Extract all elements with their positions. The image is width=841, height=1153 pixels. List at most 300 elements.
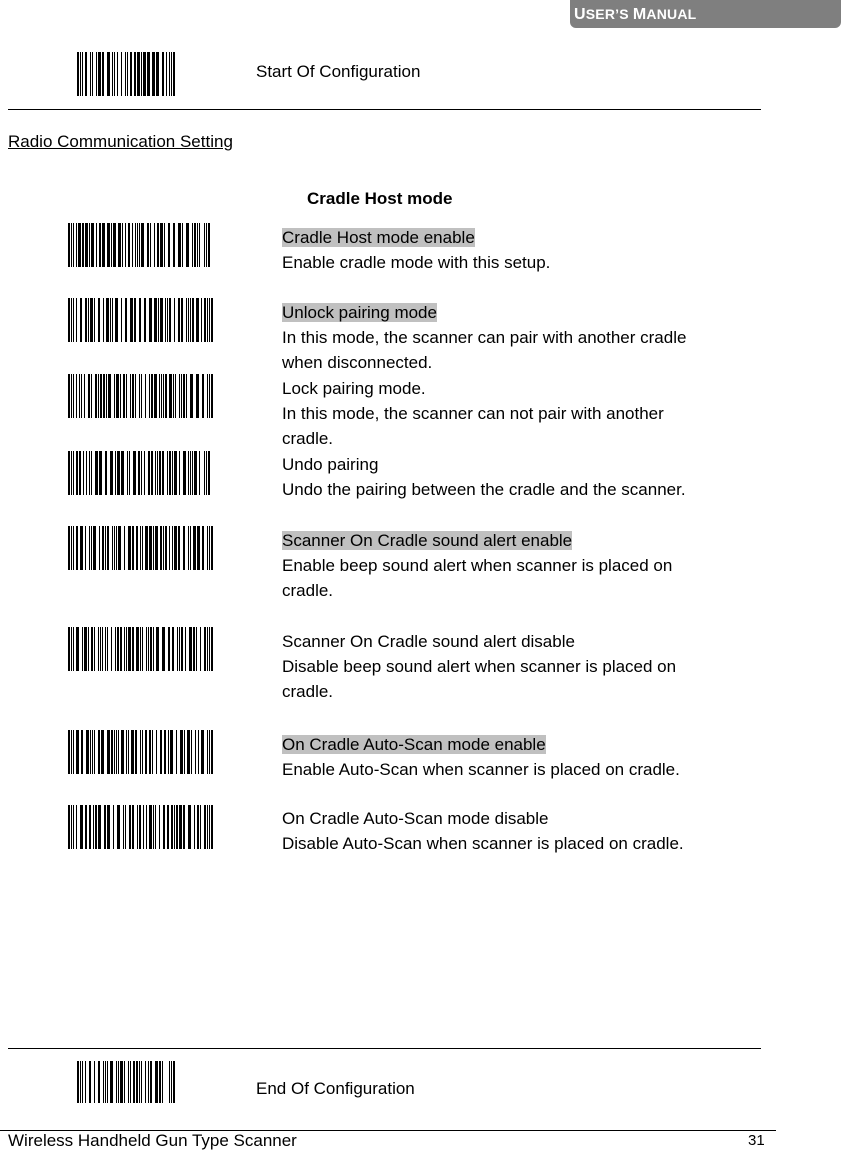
barcode-bar bbox=[139, 223, 140, 267]
barcode-bar bbox=[181, 627, 183, 671]
entry-title: Scanner On Cradle sound alert disable bbox=[282, 632, 575, 651]
barcode-bar bbox=[163, 526, 164, 570]
barcode-bar bbox=[141, 223, 144, 267]
barcode-bar bbox=[81, 730, 83, 774]
entry-desc: Undo the pairing between the cradle and the scanner. bbox=[282, 480, 686, 499]
barcode-bar bbox=[174, 805, 175, 849]
barcode-bar bbox=[130, 298, 133, 342]
barcode-bar bbox=[202, 374, 204, 418]
barcode-bar bbox=[204, 451, 205, 495]
barcode-bar bbox=[162, 627, 165, 671]
entry-desc: Disable beep sound alert when scanner is placed on bbox=[282, 657, 677, 676]
barcode-bar bbox=[176, 805, 178, 849]
barcode-bar bbox=[108, 374, 111, 418]
barcode-bar bbox=[140, 627, 141, 671]
barcode-bar bbox=[161, 374, 162, 418]
barcode-bar bbox=[107, 223, 110, 267]
barcode-bar bbox=[111, 627, 112, 671]
barcode-bar bbox=[80, 1061, 81, 1103]
barcode-bar bbox=[117, 805, 120, 849]
barcode-bar bbox=[155, 1061, 158, 1103]
barcode-bar bbox=[156, 627, 159, 671]
barcode-bar bbox=[98, 52, 101, 96]
barcode-bar bbox=[196, 298, 199, 342]
barcode-bar bbox=[188, 805, 191, 849]
barcode-bar bbox=[94, 298, 95, 342]
barcode-bar bbox=[126, 374, 127, 418]
barcode-bar bbox=[211, 805, 213, 849]
barcode-bar bbox=[143, 52, 146, 96]
entry-desc: cradle. bbox=[282, 429, 334, 448]
barcode-bar bbox=[76, 298, 77, 342]
barcode-bar bbox=[130, 52, 132, 96]
barcode-bar bbox=[90, 730, 91, 774]
entry-title: Undo pairing bbox=[282, 455, 379, 474]
entry-sound-alert-enable bbox=[282, 528, 672, 603]
barcode-bar bbox=[71, 298, 72, 342]
barcode-bar bbox=[179, 374, 180, 418]
barcode-bar bbox=[148, 1061, 149, 1103]
barcode-bar bbox=[80, 805, 83, 849]
barcode-bar bbox=[103, 374, 105, 418]
barcode-bar bbox=[155, 451, 156, 495]
barcode-bar bbox=[114, 526, 115, 570]
barcode-bar bbox=[111, 223, 112, 267]
barcode-lock-pairing[interactable] bbox=[68, 374, 213, 418]
entry-unlock-pairing bbox=[282, 300, 686, 375]
barcode-bar bbox=[150, 627, 152, 671]
barcode-bar bbox=[209, 526, 210, 570]
barcode-bar bbox=[117, 451, 120, 495]
barcode-bar bbox=[209, 374, 210, 418]
barcode-bar bbox=[194, 223, 196, 267]
barcode-bar bbox=[121, 730, 124, 774]
barcode-bar bbox=[140, 730, 141, 774]
barcode-bar bbox=[93, 805, 94, 849]
barcode-bar bbox=[174, 526, 177, 570]
barcode-bar bbox=[98, 805, 101, 849]
barcode-bar bbox=[173, 52, 175, 96]
entry-desc: Enable Auto-Scan when scanner is placed on cradle. bbox=[282, 760, 680, 779]
barcode-bar bbox=[139, 374, 140, 418]
barcode-bar bbox=[128, 730, 129, 774]
barcode-bar bbox=[89, 526, 90, 570]
barcode-bar bbox=[116, 526, 117, 570]
barcode-bar bbox=[207, 627, 208, 671]
barcode-bar bbox=[128, 627, 131, 671]
barcode-bar bbox=[200, 805, 201, 849]
barcode-bar bbox=[172, 526, 173, 570]
entry-autoscan-disable bbox=[282, 806, 684, 856]
footer-product-name: Wireless Handheld Gun Type Scanner bbox=[8, 1131, 297, 1150]
barcode-bar bbox=[199, 451, 200, 495]
barcode-bar bbox=[105, 526, 106, 570]
barcode-bar bbox=[149, 374, 150, 418]
barcode-bar bbox=[155, 526, 158, 570]
barcode-bar bbox=[89, 223, 90, 267]
barcode-bar bbox=[171, 52, 172, 96]
entry-desc: Disable Auto-Scan when scanner is placed on cradle. bbox=[282, 834, 684, 853]
barcode-bar bbox=[145, 730, 147, 774]
barcode-bar bbox=[117, 52, 118, 96]
barcode-bar bbox=[77, 52, 79, 96]
barcode-bar bbox=[154, 223, 155, 267]
barcode-bar bbox=[85, 298, 87, 342]
barcode-bar bbox=[115, 298, 118, 342]
barcode-bar bbox=[149, 730, 151, 774]
barcode-bar bbox=[150, 223, 151, 267]
barcode-bar bbox=[114, 730, 115, 774]
barcode-bar bbox=[83, 451, 84, 495]
barcode-undo-pairing[interactable] bbox=[68, 451, 210, 495]
barcode-bar bbox=[132, 374, 134, 418]
entry-desc: when disconnected. bbox=[282, 353, 433, 372]
barcode-bar bbox=[168, 223, 170, 267]
barcode-bar bbox=[130, 1061, 131, 1103]
barcode-bar bbox=[68, 526, 70, 570]
barcode-bar bbox=[211, 298, 213, 342]
barcode-bar bbox=[188, 451, 189, 495]
barcode-bar bbox=[129, 451, 130, 495]
barcode-bar bbox=[169, 451, 171, 495]
barcode-bar bbox=[105, 1061, 106, 1103]
barcode-bar bbox=[158, 298, 159, 342]
barcode-bar bbox=[152, 52, 155, 96]
barcode-bar bbox=[81, 374, 82, 418]
barcode-bar bbox=[132, 805, 134, 849]
barcode-bar bbox=[144, 298, 146, 342]
barcode-bar bbox=[169, 52, 170, 96]
barcode-bar bbox=[164, 223, 165, 267]
barcode-bar bbox=[84, 374, 85, 418]
barcode-bar bbox=[179, 805, 182, 849]
barcode-bar bbox=[186, 223, 189, 267]
tab-initial-u: U bbox=[574, 6, 586, 23]
barcode-bar bbox=[147, 52, 150, 96]
barcode-bar bbox=[73, 223, 74, 267]
barcode-bar bbox=[99, 223, 101, 267]
barcode-bar bbox=[178, 526, 180, 570]
barcode-unlock-pairing[interactable] bbox=[68, 298, 213, 342]
barcode-bar bbox=[68, 223, 70, 267]
barcode-bar bbox=[139, 298, 141, 342]
section-title: Radio Communication Setting bbox=[8, 132, 233, 151]
barcode-bar bbox=[98, 374, 99, 418]
barcode-bar bbox=[73, 526, 74, 570]
barcode-bar bbox=[117, 627, 119, 671]
entry-title: Scanner On Cradle sound alert enable bbox=[282, 531, 573, 550]
barcode-bar bbox=[132, 223, 133, 267]
barcode-bar bbox=[149, 298, 152, 342]
barcode-bar bbox=[165, 374, 167, 418]
barcode-bar bbox=[135, 730, 137, 774]
barcode-bar bbox=[82, 52, 83, 96]
barcode-bar bbox=[145, 374, 146, 418]
barcode-bar bbox=[116, 730, 117, 774]
barcode-bar bbox=[105, 451, 107, 495]
barcode-bar bbox=[211, 526, 213, 570]
barcode-bar bbox=[194, 451, 197, 495]
barcode-bar bbox=[98, 730, 100, 774]
barcode-bar bbox=[159, 805, 160, 849]
barcode-bar bbox=[68, 627, 70, 671]
barcode-bar bbox=[145, 526, 148, 570]
barcode-bar bbox=[209, 730, 210, 774]
barcode-bar bbox=[176, 730, 177, 774]
barcode-bar bbox=[207, 805, 208, 849]
barcode-bar bbox=[143, 805, 144, 849]
barcode-bar bbox=[173, 1061, 175, 1103]
barcode-bar bbox=[137, 223, 138, 267]
barcode-bar bbox=[207, 730, 208, 774]
barcode-bar bbox=[136, 627, 139, 671]
barcode-bar bbox=[113, 805, 114, 849]
entry-desc: cradle. bbox=[282, 581, 334, 600]
entry-title: Lock pairing mode. bbox=[282, 379, 426, 398]
barcode-bar bbox=[122, 223, 123, 267]
barcode-bar bbox=[164, 730, 166, 774]
barcode-bar bbox=[156, 52, 159, 96]
barcode-bar bbox=[181, 298, 183, 342]
barcode-bar bbox=[184, 730, 185, 774]
barcode-bar bbox=[106, 298, 109, 342]
barcode-bar bbox=[68, 451, 70, 495]
barcode-bar bbox=[125, 298, 127, 342]
barcode-autoscan-enable[interactable] bbox=[68, 730, 213, 774]
barcode-bar bbox=[178, 223, 181, 267]
barcode-bar bbox=[98, 298, 100, 342]
barcode-bar bbox=[141, 52, 142, 96]
barcode-bar bbox=[141, 1061, 142, 1103]
barcode-bar bbox=[110, 1061, 113, 1103]
barcode-bar bbox=[128, 526, 131, 570]
barcode-bar bbox=[132, 627, 134, 671]
barcode-bar bbox=[168, 730, 169, 774]
barcode-bar bbox=[73, 730, 74, 774]
barcode-bar bbox=[128, 223, 130, 267]
barcode-bar bbox=[107, 1061, 108, 1103]
barcode-bar bbox=[82, 1061, 83, 1103]
barcode-bar bbox=[73, 451, 74, 495]
barcode-bar bbox=[162, 1061, 163, 1103]
barcode-bar bbox=[209, 805, 210, 849]
entry-desc: Enable beep sound alert when scanner is placed on bbox=[282, 556, 673, 575]
barcode-bar bbox=[186, 298, 187, 342]
barcode-bar bbox=[102, 223, 105, 267]
barcode-bar bbox=[154, 298, 157, 342]
barcode-bar bbox=[110, 298, 111, 342]
barcode-bar bbox=[126, 627, 127, 671]
barcode-bar bbox=[190, 374, 193, 418]
barcode-bar bbox=[73, 805, 74, 849]
barcode-bar bbox=[180, 730, 183, 774]
entry-lock-pairing bbox=[282, 376, 664, 451]
barcode-bar bbox=[96, 52, 97, 96]
barcode-bar bbox=[118, 526, 121, 570]
barcode-bar bbox=[132, 526, 134, 570]
barcode-bar bbox=[91, 451, 92, 495]
barcode-bar bbox=[193, 627, 195, 671]
barcode-bar bbox=[121, 298, 122, 342]
barcode-bar bbox=[73, 374, 74, 418]
barcode-bar bbox=[126, 730, 127, 774]
barcode-bar bbox=[200, 627, 201, 671]
barcode-bar bbox=[181, 374, 182, 418]
barcode-bar bbox=[99, 451, 102, 495]
barcode-bar bbox=[123, 805, 124, 849]
barcode-bar bbox=[153, 526, 154, 570]
barcode-bar bbox=[134, 52, 136, 96]
barcode-bar bbox=[204, 627, 206, 671]
barcode-bar bbox=[107, 52, 110, 96]
barcode-bar bbox=[76, 730, 79, 774]
barcode-bar bbox=[141, 451, 142, 495]
barcode-bar bbox=[154, 374, 157, 418]
barcode-bar bbox=[162, 451, 164, 495]
barcode-bar bbox=[91, 526, 92, 570]
barcode-bar bbox=[142, 627, 143, 671]
barcode-bar bbox=[111, 730, 113, 774]
barcode-bar bbox=[188, 298, 189, 342]
barcode-sound-alert-disable[interactable] bbox=[68, 627, 213, 671]
barcode-bar bbox=[92, 52, 93, 96]
barcode-bar bbox=[192, 298, 194, 342]
barcode-bar bbox=[138, 451, 140, 495]
barcode-bar bbox=[207, 298, 208, 342]
entry-desc: In this mode, the scanner can not pair with another bbox=[282, 404, 664, 423]
barcode-bar bbox=[168, 627, 170, 671]
barcode-bar bbox=[141, 374, 142, 418]
barcode-bar bbox=[124, 526, 125, 570]
barcode-bar bbox=[116, 374, 119, 418]
barcode-bar bbox=[167, 805, 169, 849]
barcode-bar bbox=[207, 374, 208, 418]
barcode-bar bbox=[211, 374, 213, 418]
barcode-bar bbox=[76, 451, 78, 495]
barcode-bar bbox=[136, 1061, 138, 1103]
barcode-bar bbox=[192, 223, 193, 267]
barcode-bar bbox=[118, 1061, 119, 1103]
end-config-barcode[interactable] bbox=[77, 1061, 175, 1103]
barcode-sound-alert-enable[interactable] bbox=[68, 526, 213, 570]
barcode-bar bbox=[129, 805, 131, 849]
barcode-bar bbox=[128, 1061, 129, 1103]
barcode-bar bbox=[73, 627, 74, 671]
barcode-bar bbox=[166, 52, 167, 96]
barcode-bar bbox=[125, 52, 126, 96]
barcode-bar bbox=[68, 805, 70, 849]
barcode-bar bbox=[196, 374, 199, 418]
barcode-bar bbox=[195, 730, 196, 774]
barcode-bar bbox=[206, 223, 207, 267]
barcode-bar bbox=[187, 730, 190, 774]
barcode-bar bbox=[153, 627, 154, 671]
barcode-bar bbox=[177, 627, 178, 671]
top-divider bbox=[8, 109, 761, 110]
barcode-bar bbox=[201, 730, 204, 774]
barcode-bar bbox=[93, 526, 96, 570]
barcode-bar bbox=[76, 374, 77, 418]
barcode-bar bbox=[123, 374, 125, 418]
barcode-bar bbox=[120, 374, 121, 418]
barcode-bar bbox=[198, 730, 199, 774]
barcode-bar bbox=[85, 805, 87, 849]
barcode-bar bbox=[116, 1061, 117, 1103]
barcode-bar bbox=[204, 298, 206, 342]
entry-title: Unlock pairing mode bbox=[282, 303, 437, 322]
barcode-bar bbox=[146, 805, 147, 849]
barcode-bar bbox=[121, 52, 122, 96]
barcode-bar bbox=[206, 451, 207, 495]
barcode-bar bbox=[71, 526, 72, 570]
barcode-bar bbox=[162, 52, 164, 96]
barcode-bar bbox=[173, 374, 174, 418]
barcode-bar bbox=[130, 374, 131, 418]
entry-desc: cradle. bbox=[282, 682, 334, 701]
barcode-bar bbox=[207, 526, 208, 570]
barcode-bar bbox=[133, 451, 136, 495]
barcode-bar bbox=[160, 526, 162, 570]
barcode-bar bbox=[183, 451, 186, 495]
barcode-bar bbox=[139, 1061, 140, 1103]
entry-title: On Cradle Auto-Scan mode enable bbox=[282, 735, 546, 754]
barcode-bar bbox=[197, 223, 198, 267]
barcode-bar bbox=[121, 451, 124, 495]
barcode-bar bbox=[89, 1061, 91, 1103]
barcode-bar bbox=[77, 1061, 79, 1103]
barcode-bar bbox=[197, 805, 199, 849]
barcode-bar bbox=[86, 730, 89, 774]
barcode-bar bbox=[112, 526, 113, 570]
barcode-bar bbox=[107, 526, 109, 570]
barcode-bar bbox=[165, 526, 167, 570]
entry-cradle-host-enable bbox=[282, 225, 550, 275]
barcode-bar bbox=[175, 374, 176, 418]
barcode-bar bbox=[95, 805, 97, 849]
barcode-bar bbox=[144, 451, 145, 495]
barcode-bar bbox=[102, 627, 103, 671]
barcode-bar bbox=[199, 223, 200, 267]
barcode-bar bbox=[82, 223, 84, 267]
barcode-bar bbox=[101, 730, 104, 774]
barcode-bar bbox=[178, 298, 180, 342]
barcode-bar bbox=[98, 627, 99, 671]
page-number: 31 bbox=[748, 1132, 765, 1149]
barcode-bar bbox=[183, 526, 185, 570]
barcode-bar bbox=[125, 223, 126, 267]
barcode-bar bbox=[107, 805, 110, 849]
barcode-bar bbox=[94, 1061, 95, 1103]
barcode-bar bbox=[160, 298, 163, 342]
barcode-bar bbox=[131, 730, 134, 774]
barcode-bar bbox=[135, 223, 136, 267]
barcode-bar bbox=[113, 223, 116, 267]
barcode-bar bbox=[204, 805, 206, 849]
barcode-bar bbox=[193, 526, 196, 570]
barcode-bar bbox=[68, 730, 70, 774]
barcode-autoscan-disable[interactable] bbox=[68, 805, 213, 849]
barcode-bar bbox=[159, 1061, 161, 1103]
barcode-bar bbox=[172, 451, 173, 495]
start-config-barcode[interactable] bbox=[77, 52, 175, 96]
barcode-bar bbox=[197, 526, 200, 570]
barcode-bar bbox=[68, 298, 70, 342]
barcode-bar bbox=[80, 52, 81, 96]
barcode-bar bbox=[137, 805, 138, 849]
barcode-bar bbox=[163, 805, 165, 849]
barcode-bar bbox=[82, 627, 83, 671]
barcode-cradle-host-enable[interactable] bbox=[68, 223, 210, 267]
